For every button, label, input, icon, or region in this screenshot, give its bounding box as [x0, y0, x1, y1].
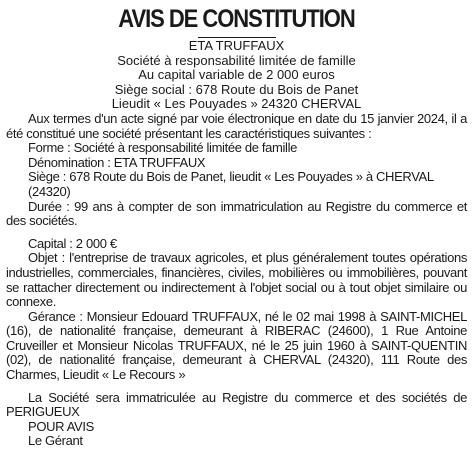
denomination-line: Dénomination : ETA TRUFFAUX	[28, 154, 206, 170]
notice-title: AVIS DE CONSTITUTION	[118, 5, 355, 33]
company-header	[6, 39, 467, 112]
signatory-line: Le Gérant	[28, 433, 83, 449]
intro-paragraph: Aux termes d'un acte signé par voie électronique en date du 15 janvier 2024, il a été constitué une société présentant les caractéristiques suivantes :	[6, 110, 467, 141]
registration-paragraph: La Société sera immatriculée au Registre du commerce et des sociétés de PERIGUEUX	[6, 389, 467, 420]
company-legal-form: Société à responsabilité limitée de famille	[117, 52, 356, 68]
company-capital: Au capital variable de 2 000 euros	[138, 67, 335, 83]
notice-body	[6, 112, 467, 449]
legal-notice	[6, 0, 467, 449]
siege-line: Siège : 678 Route du Bois de Panet, lieudit « Les Pouyades » à CHERVAL (24320)	[28, 169, 434, 199]
forme-line: Forme : Société à responsabilité limitée de famille	[28, 140, 298, 156]
company-name: ETA TRUFFAUX	[188, 38, 285, 53]
duree-paragraph: Durée : 99 ans à compter de son immatriculation au Registre du commerce et des sociétés.	[6, 198, 467, 229]
gerance-paragraph: Gérance : Monsieur Edouard TRUFFAUX, né le 02 mai 1998 à SAINT-MICHEL (16), de nationalité française, demeurant à RIBERAC (24600), 1 Rue Antoine Cruveiller et Monsieur Nicolas TRUFFAUX, né le 25 juin 1960 à SAINT-QUENTIN (02), de nationalité française, demeurant à CHERVAL (24320), 111 Route des Charmes, Lieudit « Le Recours »	[6, 308, 467, 383]
company-seat: Siège social : 678 Route du Bois de Panet	[114, 81, 359, 97]
closing-line: POUR AVIS	[28, 418, 94, 434]
objet-paragraph: Objet : l'entreprise de travaux agricoles, et plus généralement toutes opérations industrielles, commerciales, financières, civiles, mobilières ou immobilières, pouvant se rattacher directement ou indirectement à l'objet social ou à tout objet similaire ou connexe.	[6, 250, 467, 310]
company-locality: Lieudit « Les Pouyades » 24320 CHERVAL	[111, 96, 362, 112]
capital-line: Capital : 2 000 €	[28, 235, 117, 251]
